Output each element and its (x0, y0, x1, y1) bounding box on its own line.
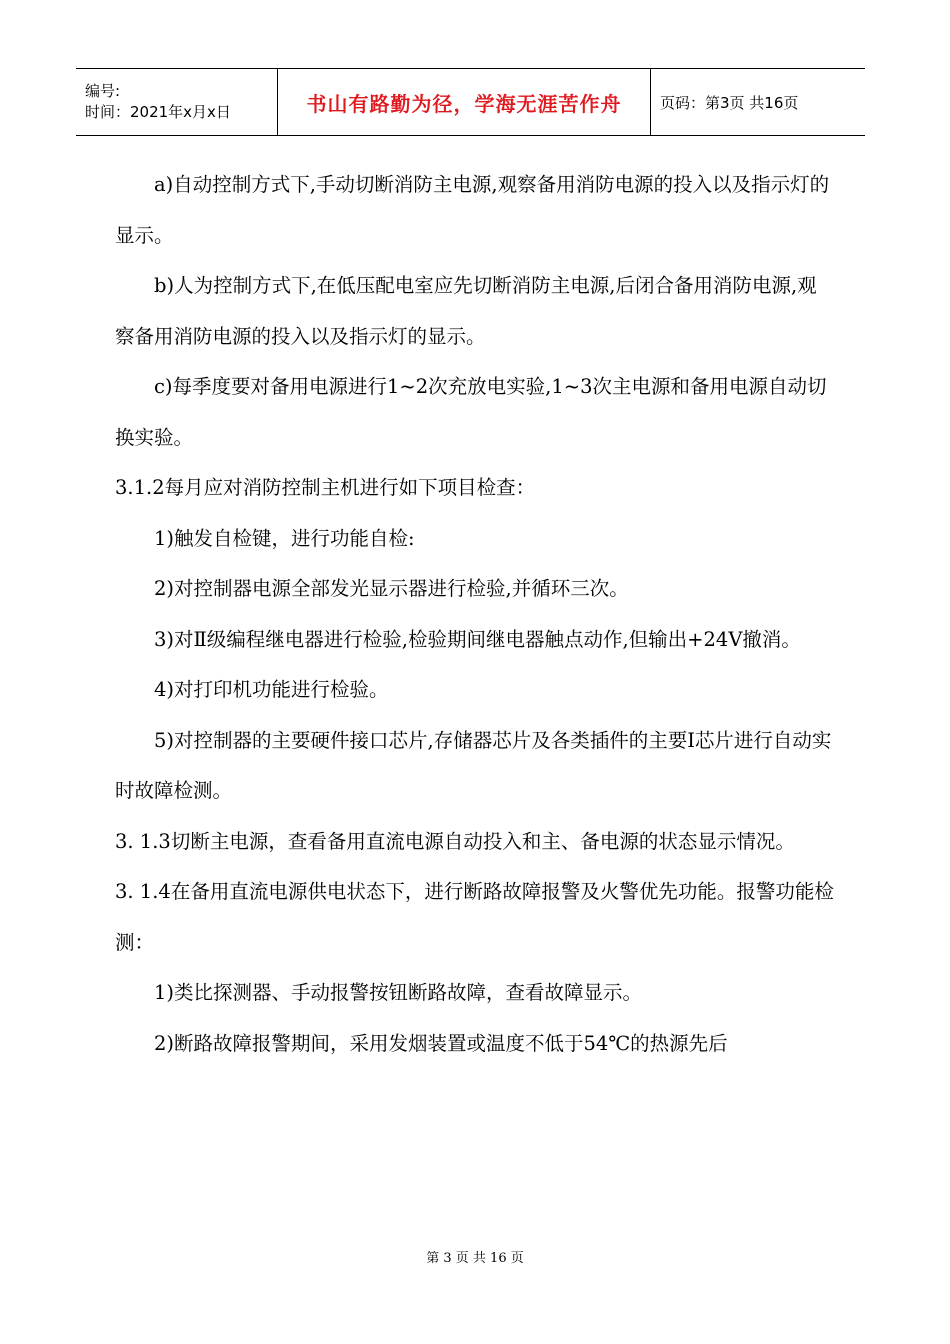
list-item: 2)断路故障报警期间，采用发烟装置或温度不低于54℃的热源先后 (154, 1031, 728, 1055)
list-item: 3)对Ⅱ级编程继电器进行检验,检验期间继电器触点动作,但输出+24V撤消。 (154, 627, 801, 651)
header-motto: 书山有路勤为径，学海无涯苦作舟 (278, 69, 651, 135)
header-page-number: 页码：第3页 共16页 (660, 93, 799, 112)
header-meta (76, 69, 278, 135)
list-item: 5)对控制器的主要硬件接口芯片,存储器芯片及各类插件的主要I芯片进行自动实时故障检测。 (115, 728, 832, 802)
paragraph: b)人为控制方式下,在低压配电室应先切断消防主电源,后闭合备用消防电源,观察备用消防电源的投入以及指示灯的显示。 (115, 274, 817, 348)
section-heading: 3. 1.3切断主电源，查看备用直流电源自动投入和主、备电源的状态显示情况。 (115, 829, 795, 853)
list-item: 2)对控制器电源全部发光显示器进行检验,并循环三次。 (154, 577, 629, 600)
page-header (76, 68, 865, 136)
paragraph: c)每季度要对备用电源进行1~2次充放电实验,1~3次主电源和备用电源自动切换实验。 (115, 375, 827, 449)
section-heading: 3. 1.4在备用直流电源供电状态下，进行断路故障报警及火警优先功能。报警功能检测： (115, 880, 834, 954)
section-heading: 3.1.2每月应对消防控制主机进行如下项目检查： (115, 476, 536, 499)
list-item: 1)类比探测器、手动报警按钮断路故障，查看故障显示。 (154, 981, 643, 1004)
paragraph: a)自动控制方式下,手动切断消防主电源,观察备用消防电源的投入以及指示灯的显示。 (115, 173, 830, 247)
list-item: 4)对打印机功能进行检验。 (154, 678, 389, 701)
document-time-label: 时间：2021年x月x日 (85, 103, 231, 121)
document-body (115, 160, 835, 1069)
page-footer: 第 3 页 共 16 页 (426, 1251, 524, 1266)
list-item: 1)触发自检键，进行功能自检: (154, 526, 415, 550)
document-number-label: 编号: (85, 82, 121, 100)
